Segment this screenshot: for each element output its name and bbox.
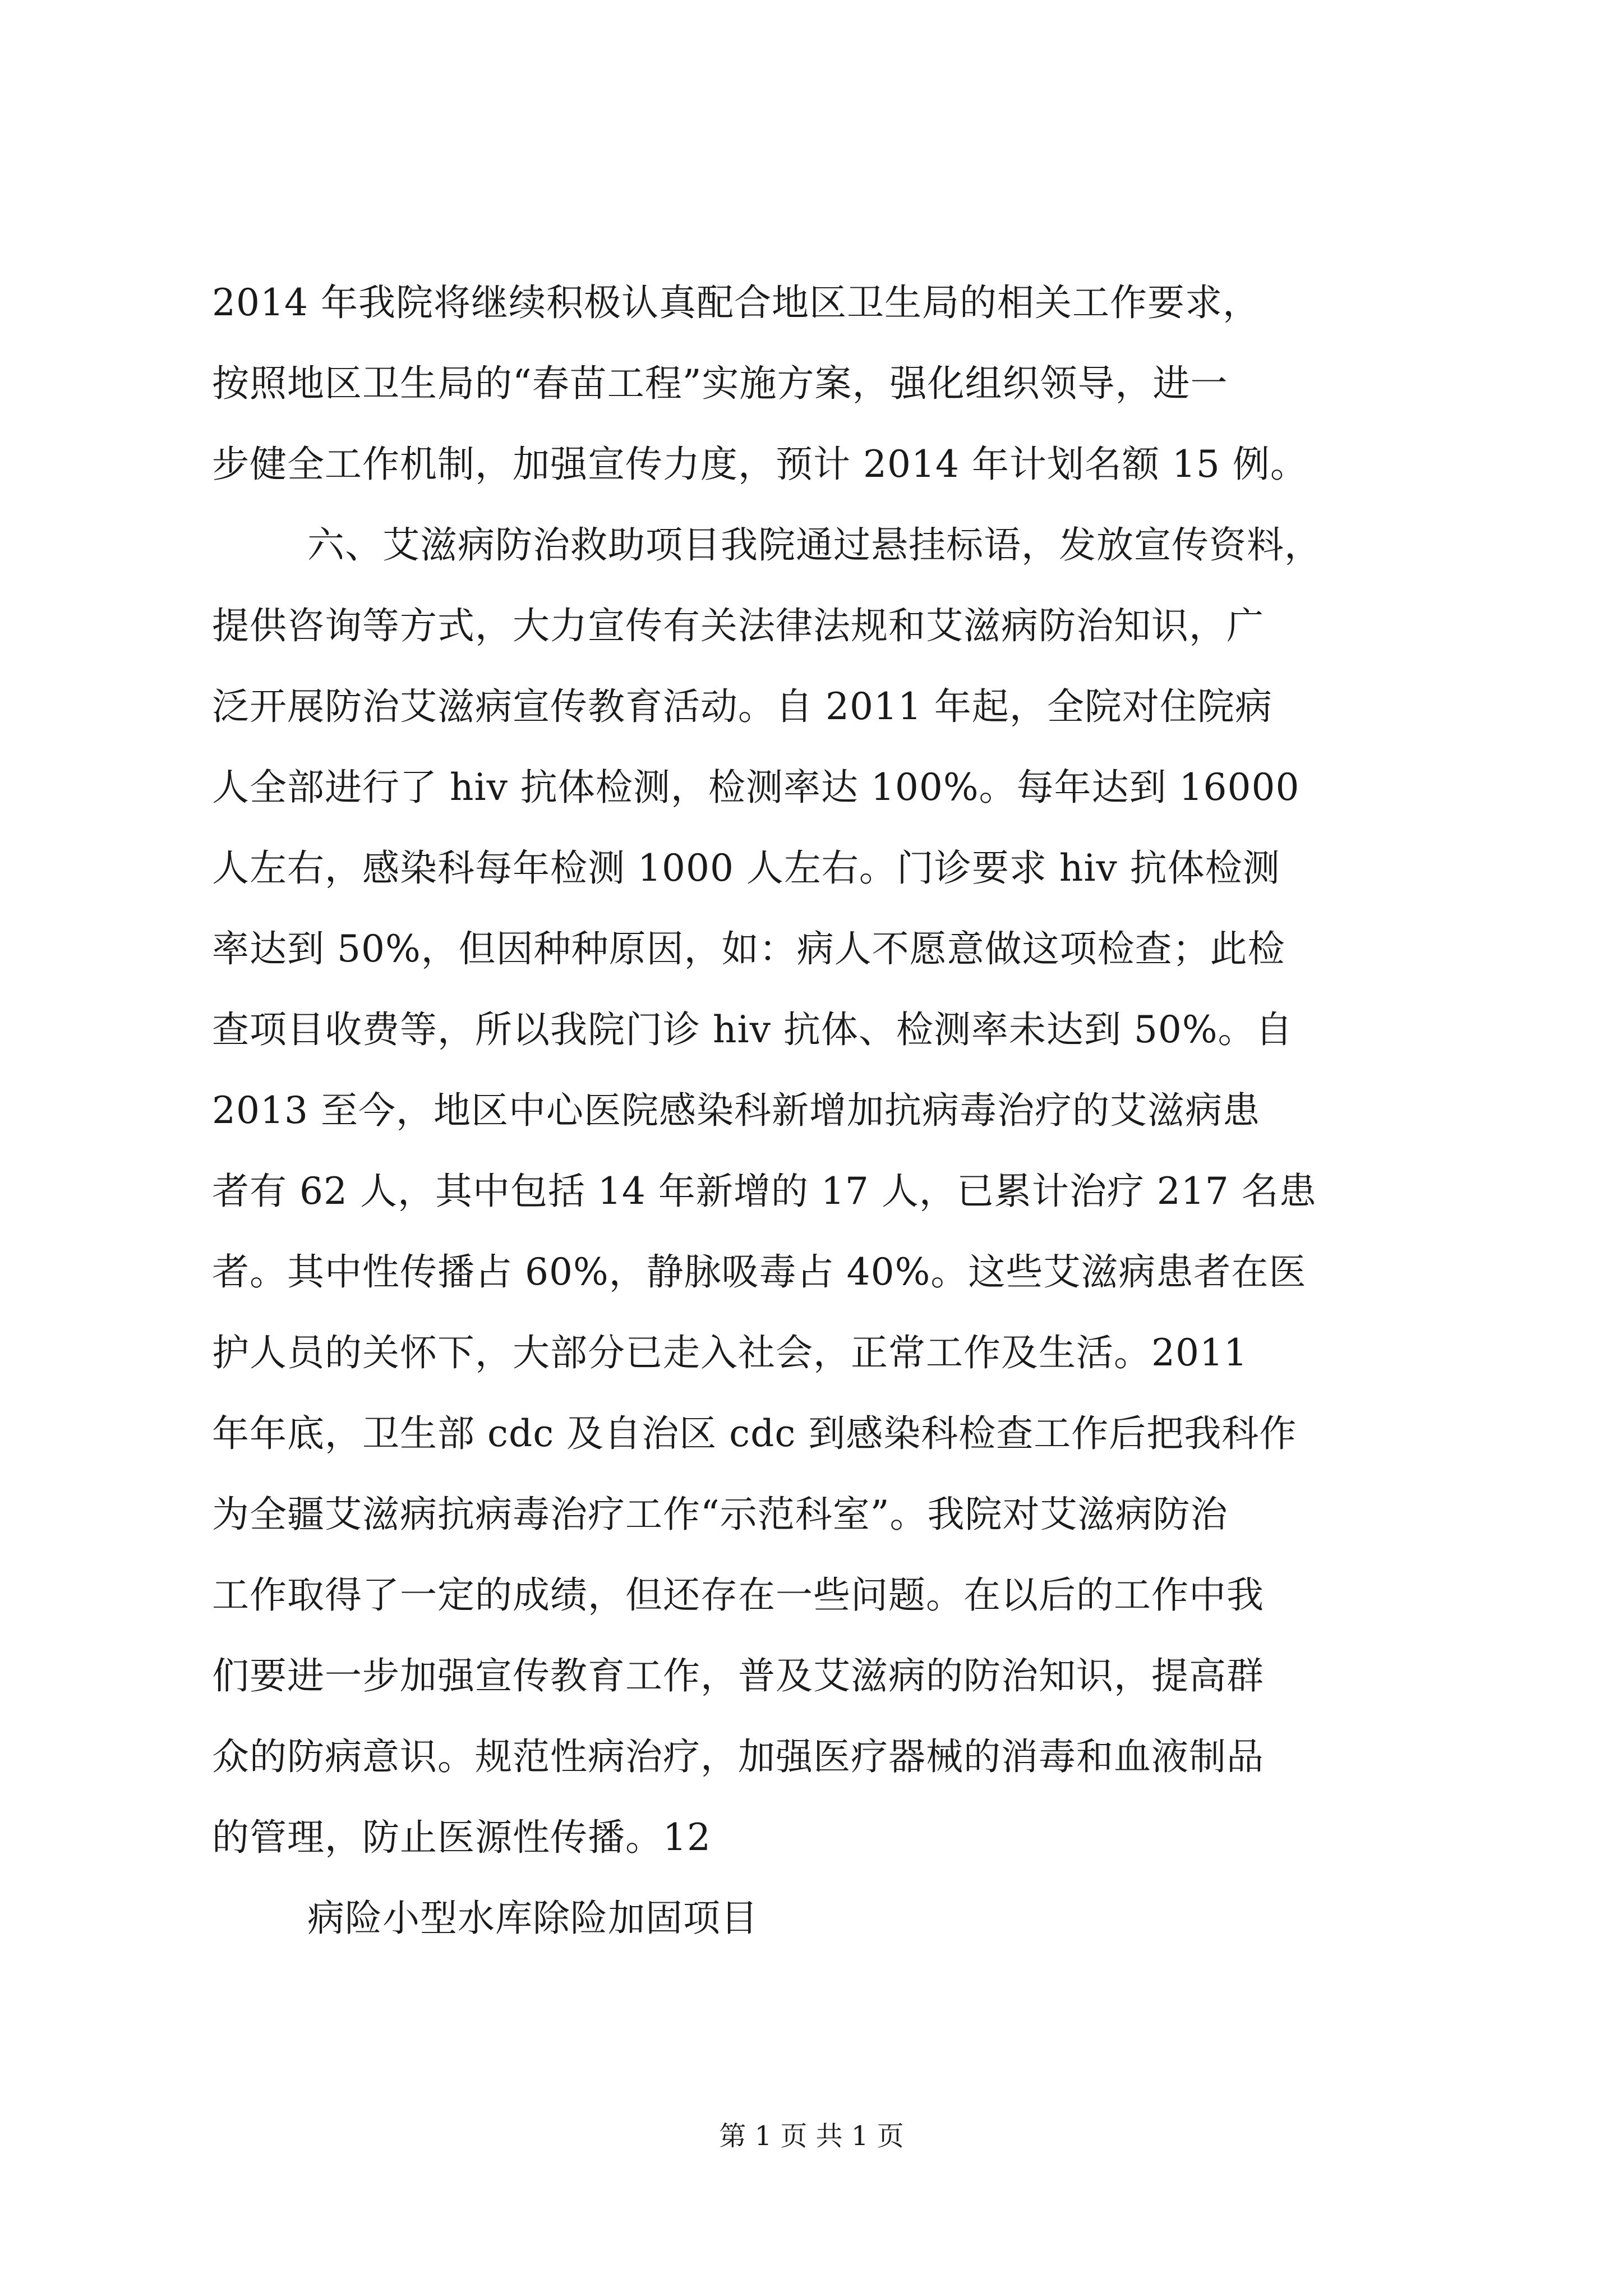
paragraph-reservoir-project [212, 1878, 1423, 1959]
text-line: 2013 至今，地区中心医院感染科新增加抗病毒治疗的艾滋病患 [212, 1089, 1260, 1132]
text-line: 为全疆艾滋病抗病毒治疗工作“示范科室”。我院对艾滋病防治 [212, 1493, 1228, 1536]
text-line: 2014 年我院将继续积极认真配合地区卫生局的相关工作要求， [212, 281, 1260, 324]
text-line: 众的防病意识。规范性病治疗，加强医疗器械的消毒和血液制品 [212, 1735, 1264, 1778]
text-line: 人全部进行了 hiv 抗体检测，检测率达 100%。每年达到 16000 [212, 766, 1300, 809]
text-line: 泛开展防治艾滋病宣传教育活动。自 2011 年起，全院对住院病 [212, 685, 1272, 728]
text-line: 年年底，卫生部 cdc 及自治区 cdc 到感染科检查工作后把我科作 [212, 1412, 1297, 1455]
document-body [212, 263, 1423, 1959]
text-line: 工作取得了一定的成绩，但还存在一些问题。在以后的工作中我 [212, 1573, 1264, 1617]
text-line: 步健全工作机制，加强宣传力度，预计 2014 年计划名额 15 例。 [212, 443, 1308, 486]
text-line: 的管理，防止医源性传播。12 [212, 1816, 711, 1859]
text-line: 率达到 50%，但因种种原因，如：病人不愿意做这项检查；此检 [212, 927, 1285, 970]
page-footer: 第 1 页 共 1 页 [719, 2120, 904, 2152]
text-line: 人左右，感染科每年检测 1000 人左右。门诊要求 hiv 抗体检测 [212, 846, 1280, 890]
text-line: 按照地区卫生局的“春苗工程”实施方案，强化组织领导，进一 [212, 362, 1228, 405]
text-line: 者。其中性传播占 60%，静脉吸毒占 40%。这些艾滋病患者在医 [212, 1250, 1307, 1294]
paragraph-aids-project [212, 505, 1423, 1878]
text-line: 者有 62 人，其中包括 14 年新增的 17 人，已累计治疗 217 名患 [212, 1170, 1317, 1213]
text-line: 查项目收费等，所以我院门诊 hiv 抗体、检测率未达到 50%。自 [212, 1008, 1293, 1051]
text-line: 六、艾滋病防治救助项目我院通过悬挂标语，发放宣传资料， [307, 523, 1322, 567]
text-line: 提供咨询等方式，大力宣传有关法律法规和艾滋病防治知识，广 [212, 604, 1264, 647]
text-line: 护人员的关怀下，大部分已走入社会，正常工作及生活。2011 [212, 1331, 1248, 1374]
paragraph-continuation [212, 263, 1423, 505]
text-line: 病险小型水库除险加固项目 [307, 1897, 758, 1940]
text-line: 们要进一步加强宣传教育工作，普及艾滋病的防治知识，提高群 [212, 1654, 1264, 1697]
